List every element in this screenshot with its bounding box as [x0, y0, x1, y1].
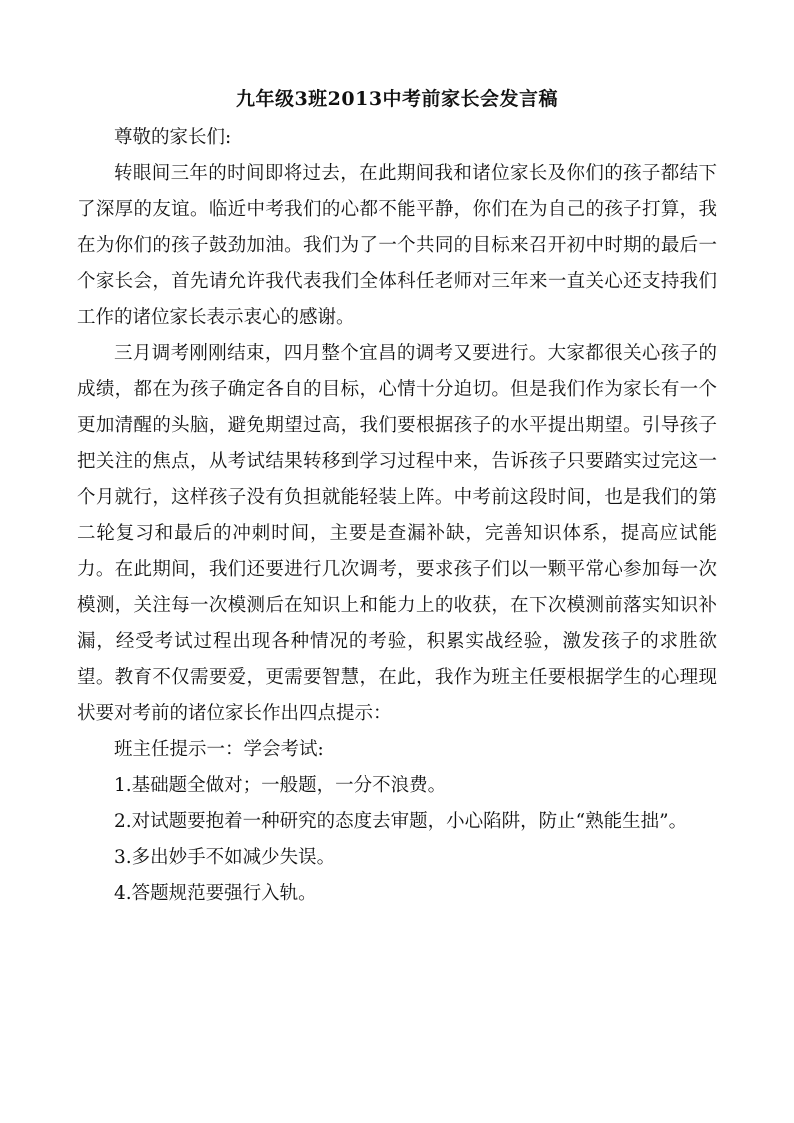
tip-item-1: 1.基础题全做对；一般题，一分不浪费。 [114, 775, 447, 796]
document-title: 九年级3班2013中考前家长会发言稿 [235, 88, 559, 110]
tip-heading: 班主任提示一：学会考试: [114, 739, 324, 760]
tip-item-3: 3.多出妙手不如减少失误。 [114, 847, 336, 868]
document-body [77, 120, 717, 912]
paragraph-intro: 转眼间三年的时间即将过去，在此期间我和诸位家长及你们的孩子都结下了深厚的友谊。临近中考我们的心都不能平静，你们在为自己的孩子打算，我在为你们的孩子鼓劲加油。我们为了一个共同的目标来召开初中时期的最后一个家长会，首先请允许我代表我们全体科任老师对三年来一直关心还支持我们工作的诸位家长表示衷心的感谢。 [77, 163, 717, 328]
tip-item-4: 4.答题规范要强行入轨。 [114, 883, 317, 904]
greeting-line: 尊敬的家长们: [114, 127, 232, 148]
tip-item-2: 2.对试题要抱着一种研究的态度去审题，小心陷阱，防止“熟能生拙”。 [114, 811, 688, 832]
paragraph-exam-advice: 三月调考刚刚结束，四月整个宜昌的调考又要进行。大家都很关心孩子的成绩，都在为孩子确定各自的目标，心情十分迫切。但是我们作为家长有一个更加清醒的头脑，避免期望过高，我们要根据孩子的水平提出期望。引导孩子把关注的焦点，从考试结果转移到学习过程中来，告诉孩子只要踏实过完这一个月就行，这样孩子没有负担就能轻装上阵。中考前这段时间，也是我们的第二轮复习和最后的冲刺时间，主要是查漏补缺，完善知识体系，提高应试能力。在此期间，我们还要进行几次调考，要求孩子们以一颗平常心参加每一次模测，关注每一次模测后在知识上和能力上的收获，在下次模测前落实知识补漏，经受考试过程出现各种情况的考验，积累实战经验，激发孩子的求胜欲望。教育不仅需要爱，更需要智慧，在此，我作为班主任要根据学生的心理现状要对考前的诸位家长作出四点提示： [77, 343, 717, 724]
